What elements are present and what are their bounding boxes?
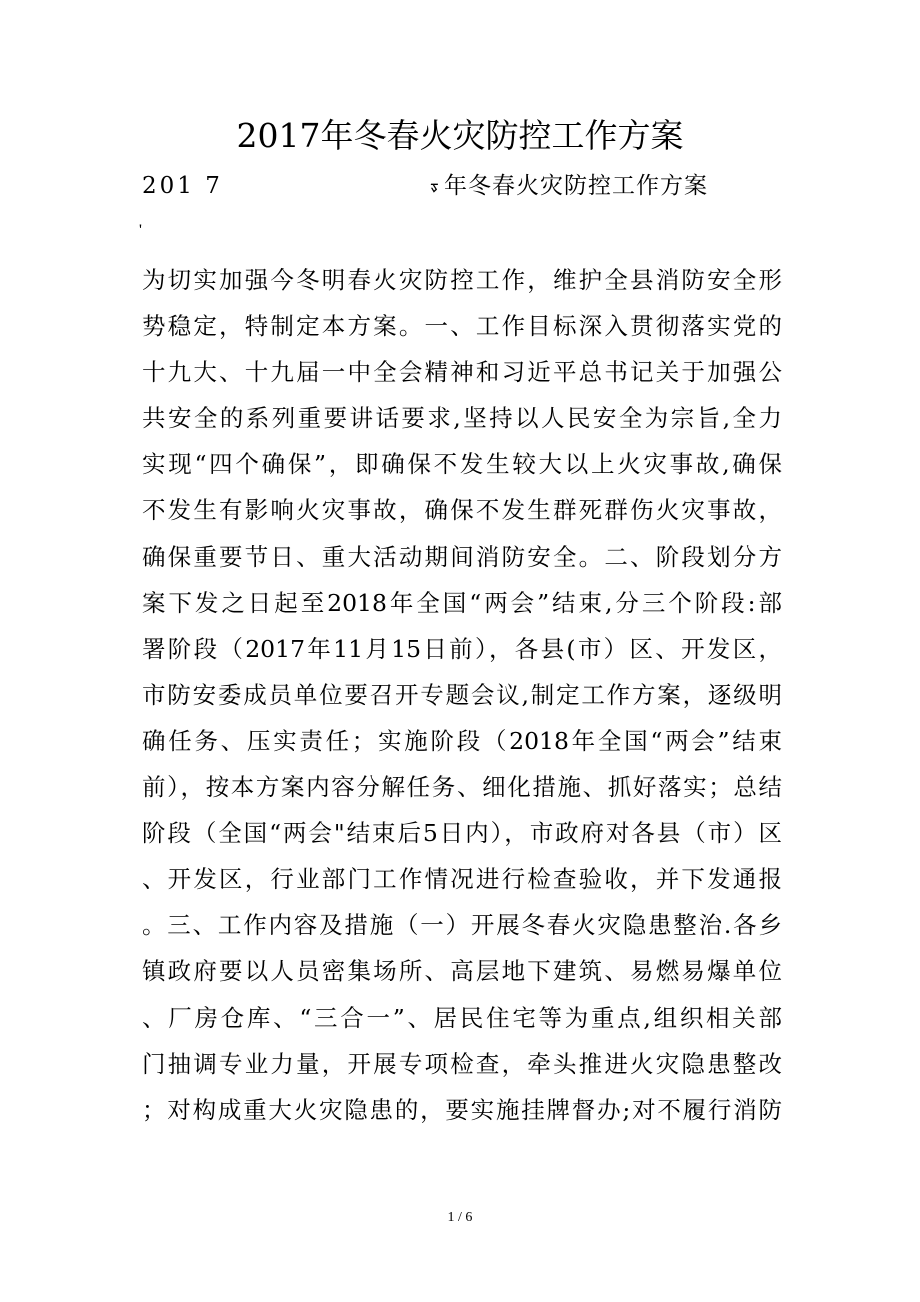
- document-title: 2017年冬春火灾防控工作方案: [236, 116, 684, 155]
- body-line: 、开发区，行业部门工作情况进行检查验收，并下发通报: [142, 865, 782, 894]
- body-line: 势稳定，特制定本方案。一、工作目标深入贯彻落实党的: [142, 312, 782, 341]
- body-text: [142, 257, 782, 1133]
- page-indicator: 1 / 6: [447, 1210, 473, 1225]
- body-line: 署阶段（2017年11月15日前），各县(市）区、开发区，: [142, 634, 782, 663]
- body-line: 前），按本方案内容分解任务、细化措施、抓好落实；总结: [142, 773, 782, 802]
- body-line: 确保重要节日、重大活动期间消防安全。二、阶段划分方: [142, 542, 782, 571]
- subtitle-number: 201 7: [142, 173, 223, 199]
- body-line: 。三、工作内容及措施（一）开展冬春火灾隐患整治.各乡: [142, 911, 782, 940]
- body-line: 门抽调专业力量，开展专项检查，牵头推进火灾隐患整改: [142, 1049, 782, 1078]
- body-line: 案下发之日起至2018年全国“两会”结束,分三个阶段:部: [142, 588, 782, 617]
- body-line: 镇政府要以人员密集场所、高层地下建筑、易燃易爆单位: [142, 957, 782, 986]
- body-line: 十九大、十九届一中全会精神和习近平总书记关于加强公: [142, 358, 782, 387]
- subtitle-mark: ᢌ: [430, 176, 439, 196]
- body-line: 阶段（全国“两会"结束后5日内），市政府对各县（市）区: [142, 819, 782, 848]
- body-line: 为切实加强今冬明春火灾防控工作，维护全县消防安全形: [142, 266, 782, 294]
- body-line: 共安全的系列重要讲话要求,坚持以人民安全为宗旨,全力: [142, 404, 782, 433]
- body-line: 、厂房仓库、“三合一”、居民住宅等为重点,组织相关部: [142, 1003, 782, 1032]
- body-line: ；对构成重大火灾隐患的，要实施挂牌督办;对不履行消防: [142, 1095, 782, 1124]
- body-line: 实现“四个确保”，即确保不发生较大以上火灾事故,确保: [142, 450, 782, 479]
- body-line: 市防安委成员单位要召开专题会议,制定工作方案，逐级明: [142, 680, 782, 709]
- body-line: 不发生有影响火灾事故，确保不发生群死群伤火灾事故，: [142, 496, 782, 525]
- subtitle-text: 年冬春火灾防控工作方案: [444, 173, 708, 199]
- body-line: 确任务、压实责任；实施阶段（2018年全国“两会”结束: [142, 726, 782, 755]
